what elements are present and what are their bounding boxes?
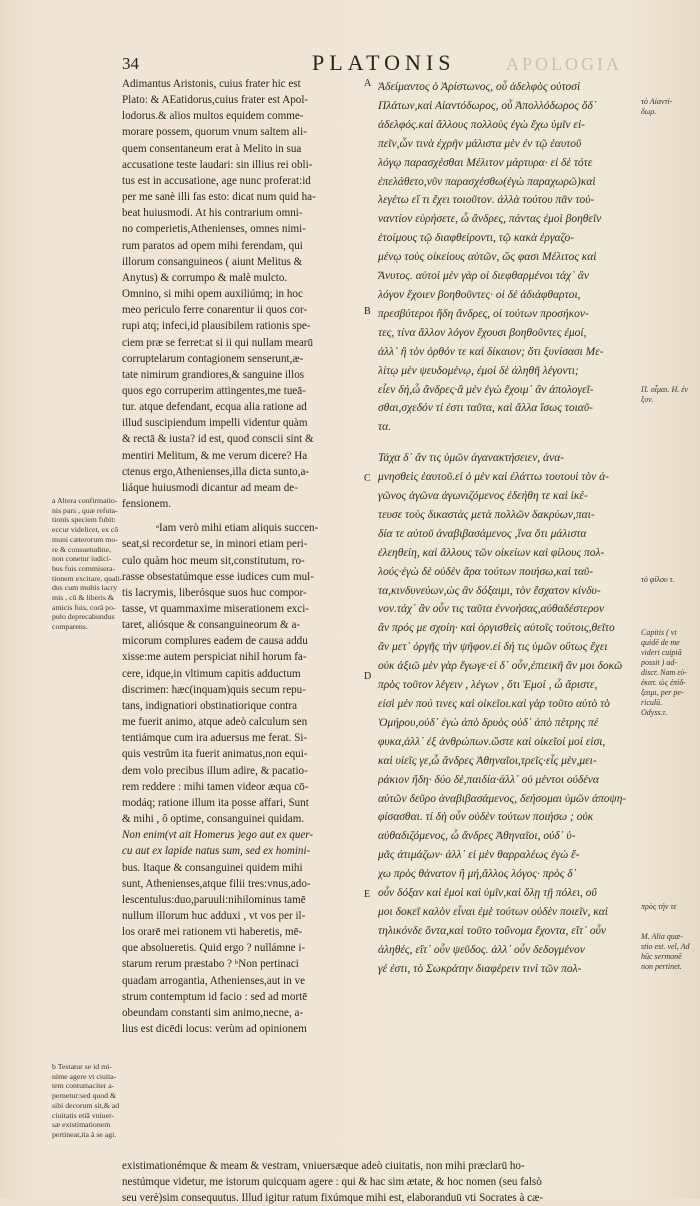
latin-line: Omnino, si mihi opem auxiliúmq; in hoc (122, 288, 303, 301)
margin-note-b (52, 1062, 126, 1140)
section-letter-b: B (364, 306, 371, 317)
greek-line: ἐλεηθείη, καὶ ἄλλους τῶν οἰκείων καὶ φίλους πολ- (378, 546, 605, 559)
right-margin-note-line: Odyss.τ. (641, 708, 668, 717)
right-margin-note-line: Capitis ( vt (641, 628, 677, 637)
right-margin-note-line: ξαιμι, per pe- (641, 688, 684, 697)
margin-note-line: tionem excitare, quali- (52, 573, 123, 583)
greek-line: δία τε αὑτοῦ ἀναβιβασάμενος ,ἵνα ὅτι μάλιστα (378, 527, 587, 540)
latin-line: illorum consanguineos ( aiunt Melitus & (122, 255, 303, 268)
greek-line: εἰσὶ μέν πού τινες καὶ οἰκεῖοι.καὶ γὰρ τοῦτο αὐτὸ τὸ (378, 698, 610, 710)
running-title: PLATONIS (312, 50, 456, 75)
margin-note-a (52, 496, 126, 632)
latin-line: los orarē mei rationem vti haberetis, mē- (122, 926, 303, 939)
margin-note-line: eccur videlicet, ex cō (52, 525, 119, 535)
greek-line: ἀληθές, εἴτ᾽ οὖν ψεῦδος. ἀλλ᾽ οὖν δεδογμένον (378, 943, 585, 956)
latin-line: rum paratos ad opem mihi ferendam, qui (122, 239, 303, 252)
right-margin-note-line: discr. Nam εὐ- (641, 668, 687, 677)
greek-line: ἐπελάθετο,νῦν παρασχέσθω(ἐγὼ παραχωρῶ)καὶ (378, 175, 596, 188)
latin-line: taret, aliósque & consanguineorum & a- (122, 619, 301, 632)
paragraph-gap (378, 437, 628, 449)
right-margin-note (641, 902, 699, 912)
latin-line: tans, indignatiori obstinatiorique contra (122, 699, 297, 712)
latin-line: sunt, Athenienses,atque filii tres:vnus,ado- (122, 877, 311, 890)
latin-line: culo quàm hoc meum sit,constitutum, ro- (122, 554, 305, 567)
greek-line: νον.τάχ᾽ ἂν οὖν τις ταῦτα ἐννοήσας,αὐθαδέστερον (378, 603, 605, 616)
latin-line: seat,si recordetur se, in minori etiam peri- (122, 538, 308, 551)
latin-line: que absolueretis. Quid ergo ? nullámne i- (122, 942, 306, 955)
latin-line: no comperietis,Athenienses, omnes nimi- (122, 223, 306, 236)
greek-line: ἂν πρός με σχοίη· καὶ ὀργισθεὶς αὐτοῖς τούτοις,θεῖτο (378, 622, 615, 635)
right-margin-note-line: stio est. vel, Ad (641, 942, 690, 951)
latin-line: me fuerit animo, atque adeò calculum sen (122, 716, 308, 729)
latin-line: modáq; ratione illum ita posse affari, Sunt (122, 796, 309, 809)
latin-line: quadam arrogantia, Athenienses,aut in ve (122, 974, 305, 987)
right-margin-note-line: ξυν. (641, 395, 654, 404)
latin-line: liáque huiusmodi dicantur ad meam de- (122, 481, 298, 494)
latin-line: corruptelarum contagionem senserunt,æ- (122, 352, 304, 365)
latin-line: lius est dicēdi locus: verùm ad opinionem (122, 1023, 307, 1036)
margin-note-line: tionis speciem fubit: (52, 515, 116, 525)
margin-note-line: bus fuis commisera- (52, 563, 116, 573)
right-margin-note-line: Π. οἶμαι. Η. ἐν (641, 385, 688, 394)
right-margin-note-line: δωρ. (641, 107, 657, 116)
greek-line: φίσασθαι. τί δὴ οὖν οὐδὲν τούτων ποιήσω ; οὐκ (378, 811, 594, 824)
latin-line: ciem præ se ferret:at si ii qui nullam mearū (122, 336, 313, 349)
right-margin-note-line: ἐκατ. ὡς ἐπὶδ- (641, 678, 686, 687)
greek-line: γέ ἐστι, τὸ Σωκράτην διαφέρειν τινὶ τῶν πολ- (378, 962, 582, 975)
margin-note-line: non conetur iudici- (52, 554, 112, 564)
right-margin-note-line: hūc sermonē (641, 952, 682, 961)
right-margin-note-line: M. Alia quæ- (641, 932, 683, 941)
greek-line: καὶ υἱεῖς γε,ὦ ἄνδρες Ἀθηναῖοι,τρεῖς·εἷς μὲν,μει- (378, 754, 597, 767)
greek-line: Ἄνυτος. αὐτοὶ μὲν γὰρ οἱ διεφθαρμένοι τάχ᾽ ἂν (378, 270, 589, 283)
margin-note-line: muni cæterorum mo- (52, 534, 118, 544)
section-letter-c: C (364, 473, 371, 484)
latin-line: strum contemptum id facio : sed ad mortē (122, 990, 308, 1003)
latin-line: Non enim(vt ait Homerus )ego aut ex quer- (122, 829, 314, 842)
latin-line: quos ego corruperim attingentes,me tueā- (122, 384, 306, 397)
greek-line: λεγέτω εἴ τι ἔχει τοιοῦτον. ἀλλὰ τούτου πᾶν τοὐ- (378, 194, 595, 207)
paragraph-gap (122, 512, 370, 520)
latin-line: tis lacrymis, liberósque suos huc compor- (122, 586, 307, 599)
latin-line: per me sanè illi fas esto: dicat num quid ha- (122, 191, 316, 204)
greek-line: μοι δοκεῖ καλὸν εἶναι ἐμὲ τούτων οὐδὲν ποιεῖν, καὶ (378, 905, 609, 918)
margin-note-line: pulo deprecabundus (52, 612, 115, 622)
greek-line: ἀδελφός.καὶ ἄλλους πολλοὺς ἐγὼ ἔχω ὑμῖν εἰ- (378, 118, 585, 131)
right-margin-note-line: τὸ Αἰαντί- (641, 97, 673, 106)
greek-line: οὐκ ἀξιῶ μὲν γὰρ ἔγωγε·εἰ δ᾽ οὖν,ἐπιεικῆ ἄν μοι δοκῶ (378, 660, 623, 673)
greek-line: τες, τίνα ἄλλον λόγον ἔχουσι βοηθοῦντες ἐμοί, (378, 326, 587, 339)
latin-line: Adimantus Aristonis, cuius frater hic est (122, 78, 301, 90)
right-margin-note-line: riculū. (641, 698, 663, 707)
latin-line: meo periculo ferre conarentur ii quos cor- (122, 304, 308, 317)
latin-line: ctenus ergo,Athenienses,illa dicta sunto,a- (122, 465, 310, 478)
latin-line: rasse obsestatúmque esse iudices cum mul- (122, 570, 314, 583)
margin-note-line: comparens. (52, 622, 88, 632)
greek-line: τα. (378, 421, 392, 434)
right-margin-note (641, 97, 699, 117)
greek-line: οὖν δόξαν καὶ ἐμοὶ καὶ ὑμῖν,καὶ ὅλῃ τῇ πόλει, οὔ (378, 887, 597, 900)
right-margin-note-line: τὸ φίλου τ. (641, 575, 675, 584)
margin-note-line: dus cum multis lacry (52, 583, 118, 593)
bleed-through-title: APOLOGIA (506, 54, 622, 74)
right-margin-note-line: videri cuipiā (641, 648, 682, 657)
right-margin-note (641, 628, 699, 718)
bottom-line: existimationémque & meam & vestram, vniuersæque adeò ciuitatis, non mihi præclarū ho- (122, 1160, 525, 1172)
latin-line: lescentulus:duo,paruuli:nihilominus tamē (122, 893, 306, 906)
latin-line: & mihi , ô optime, consanguinei quidam. (122, 813, 305, 826)
greek-line: αὐτῶν δεῦρο ἀναβιβασάμενος, δεήσομαι ὑμῶν ἀποψη- (378, 792, 627, 805)
greek-line: φυκα,ἀλλ᾽ ἐξ ἀνθρώπων.ὥστε καὶ οἰκεῖοί μοί εἰσι, (378, 735, 606, 748)
greek-line: μᾶς ἀτιμάζων· ἀλλ᾽ εἰ μὲν θαρραλέως ἐγὼ ἔ- (378, 849, 580, 862)
greek-text-column (378, 78, 628, 979)
latin-line: xisse:me autem perspiciat nihil horum fa- (122, 651, 307, 664)
greek-line: τευσε τοὺς δικαστὰς μετὰ πολλῶν δακρύων,παι- (378, 508, 595, 521)
right-margin-note-line: quidē de me (641, 638, 680, 647)
greek-line: Ἀδείμαντος ὁ Ἀρίστωνος, οὗ ἀδελφὸς οὑτοσὶ (378, 81, 581, 93)
latin-line: tus est in accusatione, age nunc proferat:id (122, 174, 311, 187)
greek-line: τα,κινδυνεύων,ὡς ἂν δόξαιμι, τὸν ἔσχατον κίνδυ- (378, 584, 601, 597)
greek-line: σθαι,σχεδόν τί ἐστι ταῦτα, καὶ ἄλλα ἴσως τοιαῦ- (378, 402, 593, 415)
greek-line: πρεσβύτεροι ἤδη ἄνδρες, οἱ τούτων προσήκον- (378, 307, 589, 320)
margin-note-line: nime agere vt ciuita- (52, 1071, 117, 1081)
latin-line: starum rerum præstabo ? ᵇNon pertinaci (122, 958, 299, 971)
latin-line: rupi atq; infeci,id plausibilem rationis spe- (122, 320, 311, 333)
latin-line: nullum illorum huc adduxi , vt vos per il- (122, 909, 306, 922)
greek-line: πρὸς τοῦτον λέγειν , λέγων , ὅτι Ἐμοί , ὦ ἄριστε, (378, 679, 598, 692)
margin-note-line: pertineat,ita à se agi. (52, 1129, 117, 1139)
greek-line: λούς·ἐγὼ δὲ οὐδὲν ἄρα τούτων ποιήσω,καὶ ταῦ- (378, 565, 594, 578)
right-margin-note-line: non pertinet. (641, 962, 682, 971)
latin-line: Plato: & AEatidorus,cuius frater est Apol- (122, 94, 309, 107)
greek-line: μένῳ τοὺς οἰκείους αὐτῶν, ὥς φασι Μέλιτος καὶ (378, 251, 597, 264)
greek-line: ράκιον ἤδη· δύο δὲ,παιδία·ἀλλ᾽ οὐ μέντοι οὐδένα (378, 773, 599, 786)
latin-line: rem reddere : mihi tamen videor æqua cō- (122, 780, 309, 793)
right-margin-note (641, 575, 699, 585)
margin-note-line: tem contumaciter a- (52, 1081, 115, 1091)
greek-line: χω πρὸς θάνατον ἢ μή,ἄλλος λόγος· πρὸς δ᾽ (378, 868, 577, 881)
section-letter-d: D (364, 671, 372, 682)
latin-line: tentiámque cum ira aduersus me ferat. Si- (122, 732, 308, 745)
right-margin-note (641, 385, 699, 405)
page-number: 34 (122, 54, 139, 73)
latin-line: morare possem, quorum vnum saltem ali- (122, 126, 307, 139)
latin-line: Anytus) & corrumpo & malè mulcto. (122, 271, 288, 284)
greek-line: μνησθεὶς ἑαυτοῦ.εἰ ὁ μὲν καὶ ἐλάττω τουτουὶ τὸν ἀ- (378, 471, 610, 484)
bottom-line: seu verè)sim consequutus. Illud igitur ratum fixúmque mihi est, elaboranduū vti Socrates à cæ- (122, 1192, 544, 1204)
latin-line: ᵃIam verò mihi etiam aliquis succen- (156, 522, 319, 535)
latin-line: tate nimirum grandiores,& sanguine illos (122, 368, 305, 381)
margin-note-line: re & consuetudine, (52, 544, 112, 554)
latin-translation-column (122, 76, 370, 1037)
margin-note-line: sibi decorum sit,& ad (52, 1100, 120, 1110)
greek-line: Τάχα δ᾽ ἄν τις ὑμῶν ἀγανακτήσειεν, ἀνα- (378, 452, 565, 465)
bottom-line: nestúmque videtur, me istorum quicquam agere : qui & hac sim ætate, & hoc nomen (seu falsò (122, 1176, 542, 1188)
latin-line: quis vestrûm ita fuerit animatus,non equi- (122, 748, 308, 761)
latin-line: fensionem. (122, 498, 171, 511)
margin-note-line: a Altera confirmatio- (52, 496, 118, 505)
margin-note-line: amicis fuis, corā po- (52, 602, 116, 612)
greek-line: Ὁμήρου,οὐδ᾽ ἐγὼ ἀπὸ δρυὸς οὐδ᾽ ἀπὸ πέτρης πέ (378, 716, 599, 729)
latin-line: cu aut ex lapide natus sum, sed ex homini- (122, 845, 311, 858)
latin-line: bus. Itaque & consanguinei quidem mihi (122, 861, 303, 874)
latin-line: & rectā & iusta? id est, quod conscii sint & (122, 433, 314, 446)
latin-line: lodorus.& alios multos equidem comme- (122, 110, 304, 123)
latin-line: tasse, vt quammaxime miserationem exci- (122, 603, 309, 615)
greek-line: λόγον ἔχοιεν βοηθοῦντες· οἱ δὲ ἀδιάφθαρτοι, (378, 288, 581, 301)
right-margin-note (641, 932, 699, 972)
latin-line: accusatione teste laudari: sin illius rei obli- (122, 158, 313, 171)
greek-line: ἂν μετ᾽ ὀργῆς τὴν ψῆφον.εἰ δή τις ὑμῶν οὕτως ἔχει (378, 641, 608, 654)
greek-line: γῶνος ἀγῶνα ἀγωνιζόμενος ἐδεήθη τε καὶ ἱκέ- (378, 490, 588, 503)
latin-line: discrimen: hæc(inquam)quis secum repu- (122, 683, 306, 696)
latin-line: micorum complures eadem de causa addu (122, 635, 308, 648)
latin-line: obeundam constanti sim animo,necne, a- (122, 1006, 304, 1019)
greek-line: λόγῳ παρασχέσθαι Μέλιτον μάρτυρα· εἰ δὲ τότε (378, 156, 593, 169)
latin-line: mentiri Melitum, & me verum dicere? Ha (122, 449, 308, 462)
margin-note-line: sæ existimationem (52, 1120, 111, 1130)
margin-note-line: pernetur:sed quod & (52, 1091, 117, 1101)
section-letter-e: E (364, 889, 371, 900)
greek-line: ἑτοίμους τῷ διαφθείροντι, τῷ κακὰ ἐργαζο- (378, 232, 575, 245)
section-letter-a: A (364, 78, 372, 89)
margin-note-line: nis pars , quæ refuta- (52, 505, 118, 515)
greek-line: εἶεν δή,ὦ ἄνδρες·ἃ μὲν ἐγὼ ἔχοιμ᾽ ἂν ἀπολογεῖ- (378, 383, 594, 396)
margin-note-line: mis , cū & liberis & (52, 593, 114, 603)
right-margin-note-line: πρὸς τήν τε (641, 902, 677, 911)
latin-line: illud suscipiendum impelli videntur quàm (122, 417, 308, 430)
latin-line: dem volo precibus illum adire, & pacatio- (122, 764, 308, 777)
latin-line: cere, idque,in vltimum capitis adductum (122, 667, 301, 680)
margin-note-line: b Testatur se id mi- (52, 1062, 112, 1071)
greek-line: λίτῳ μὲν ψευδομένῳ, ἐμοὶ δὲ ἀληθῆ λέγοντι; (378, 364, 579, 377)
greek-line: τηλικόνδε ὄντα,καὶ τοῦτο τοὔνομα ἔχοντα, εἴτ᾽ οὖν (378, 924, 606, 937)
right-margin-note-line: possit ) ad- (641, 658, 677, 667)
greek-line: αὐθαδιζόμενος, ὦ ἄνδρες Ἀθηναῖοι, οὐδ᾽ ὑ- (378, 830, 576, 843)
margin-note-line: ciuitatis etiā vniuer- (52, 1110, 115, 1120)
latin-line: beat huiusmodi. At his contrarium omni- (122, 207, 303, 220)
greek-line: ἀλλ᾽ ἢ τὸν ὀρθόν τε καὶ δίκαιον; ὅτι ξυνίσασι Με- (378, 345, 604, 358)
greek-line: Πλάτων,καὶ Αἰαντόδωρος, οὗ Ἀπολλόδωρος ὅδ᾽ (378, 99, 597, 112)
greek-line: πεῖν,ὧν τινὰ ἐχρῆν μάλιστα μὲν ἐν τῷ ἑαυτοῦ (378, 137, 582, 150)
latin-line: quem consentaneum erat à Melito in sua (122, 142, 302, 155)
latin-line: tur. atque defendant, ecqua alia ratione ad (122, 401, 307, 414)
greek-line: ναντίον εὑρήσετε, ὦ ἄνδρες, πάντας ἐμοὶ βοηθεῖν (378, 213, 602, 226)
